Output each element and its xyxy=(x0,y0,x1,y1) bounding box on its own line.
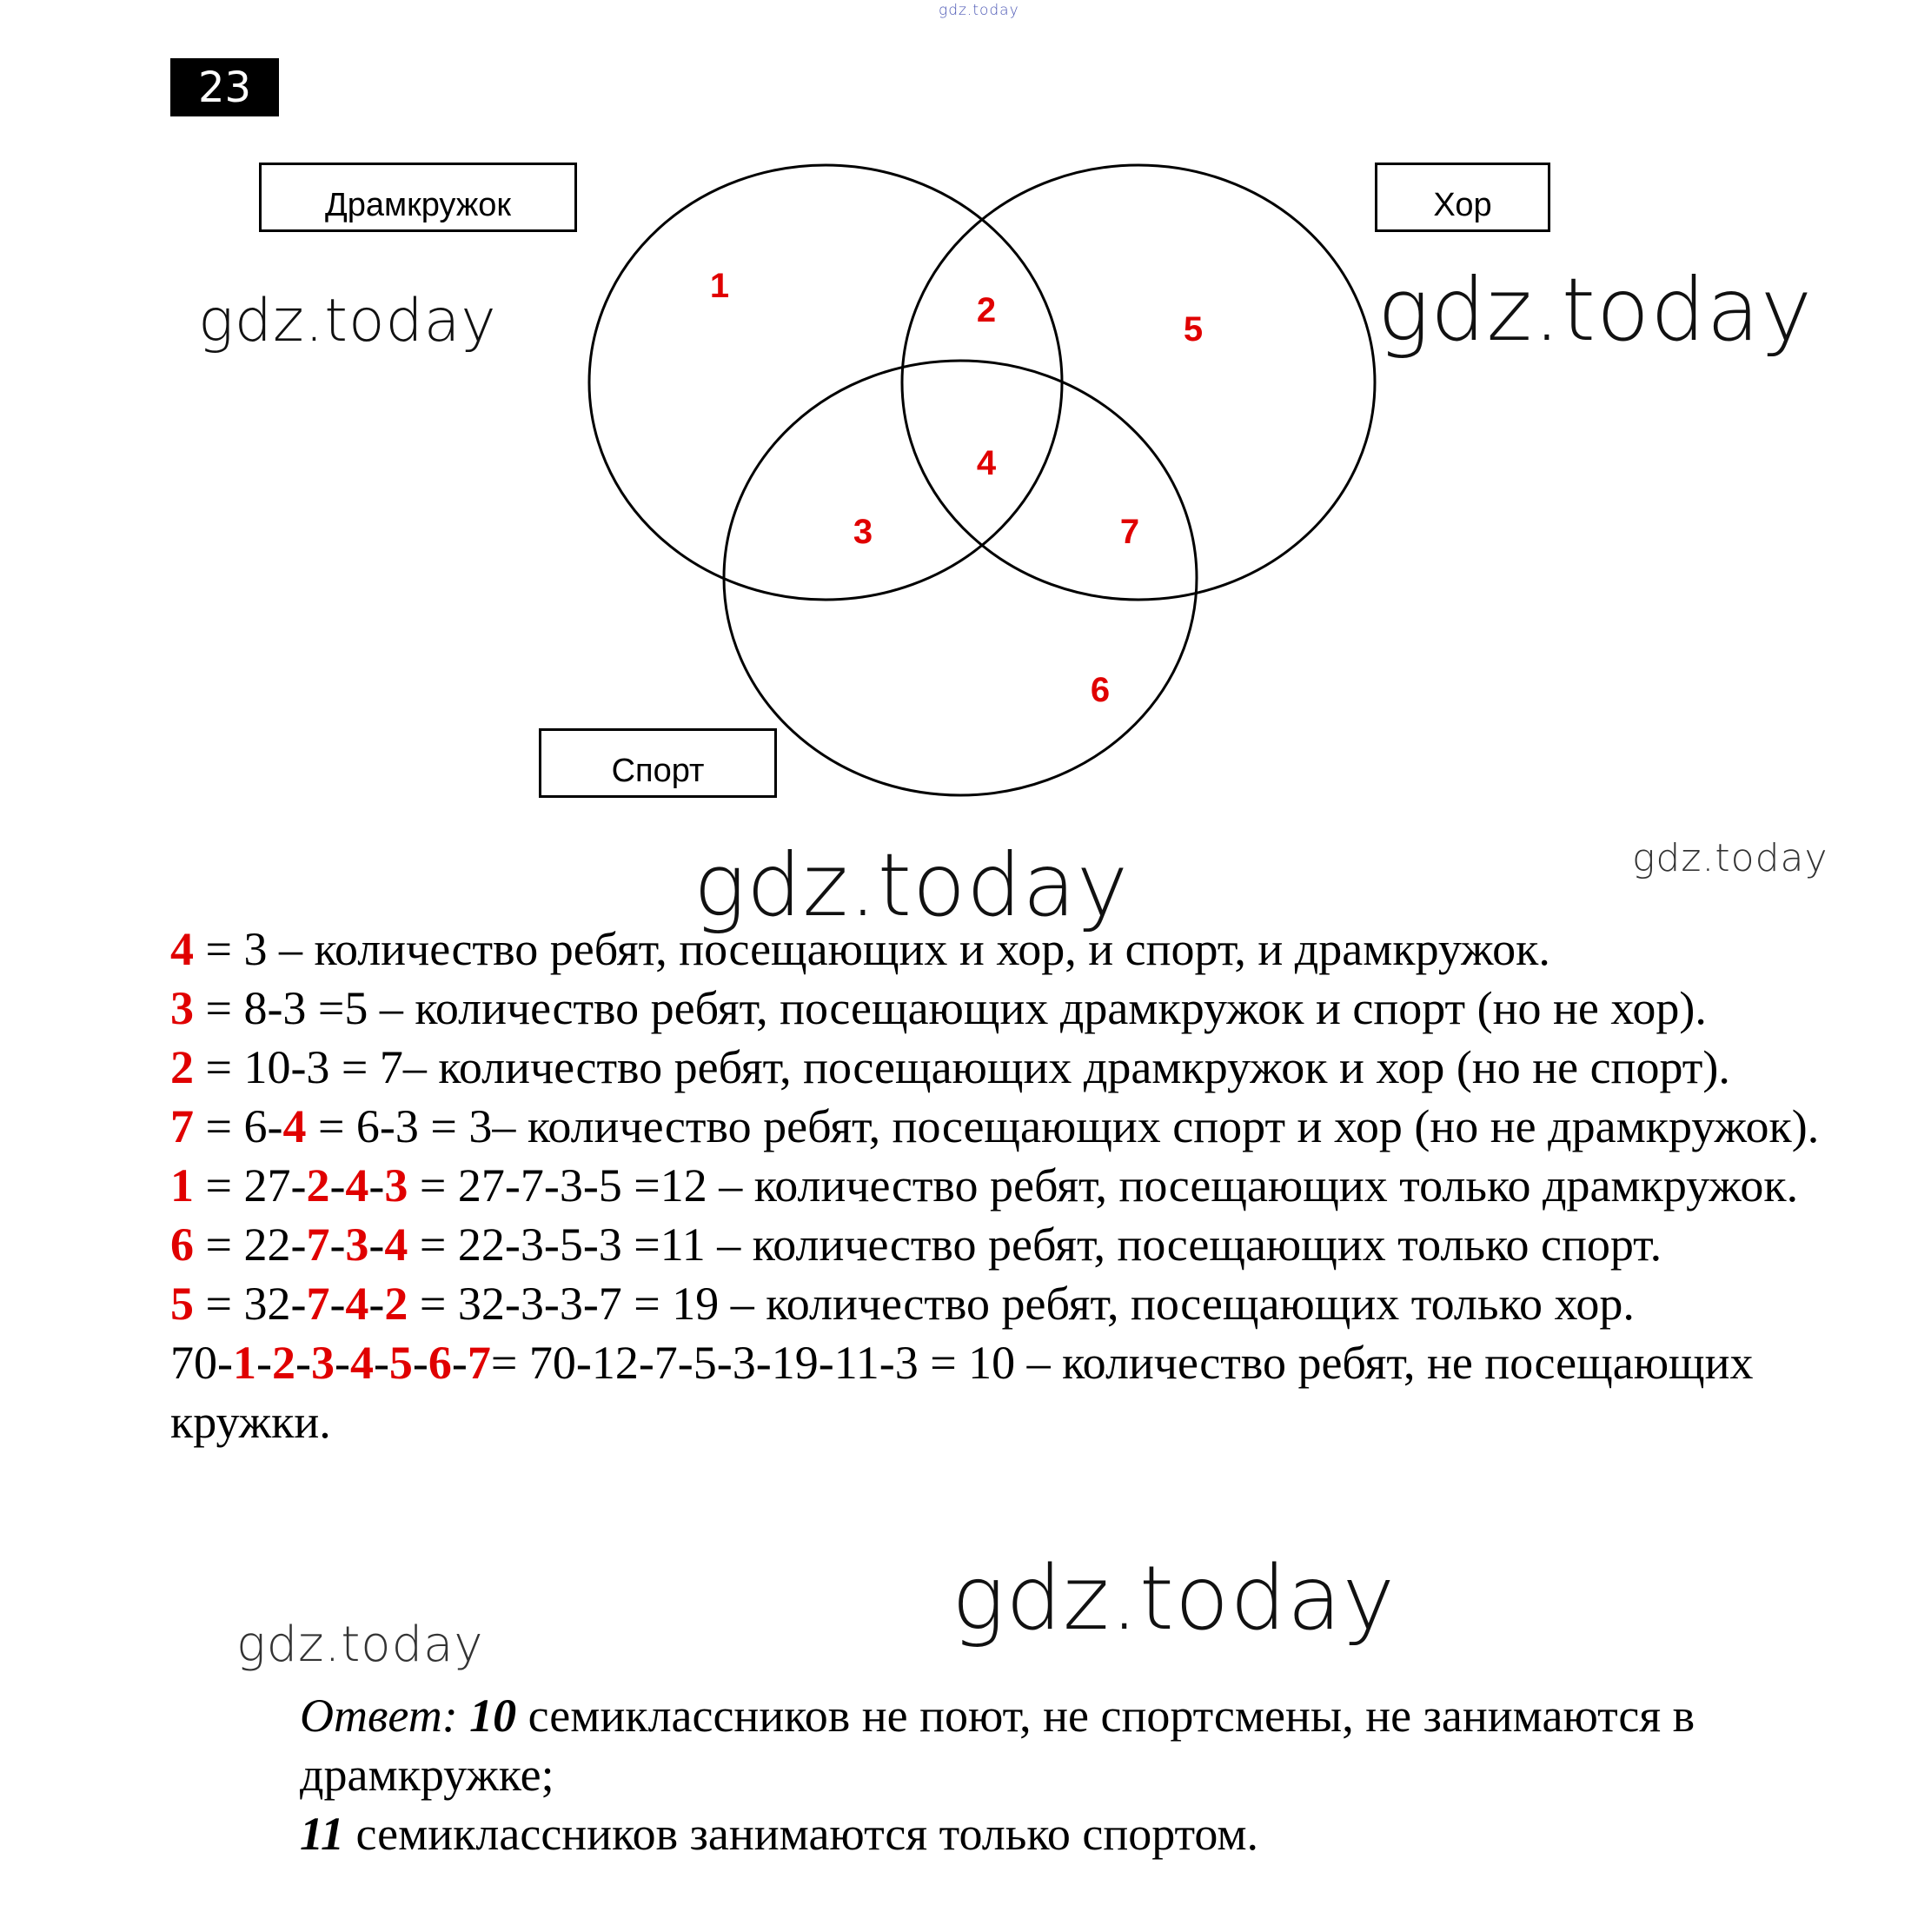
region-3: 3 xyxy=(853,513,873,551)
label-choir: Хор xyxy=(1375,163,1550,232)
watermark-bottom-left: gdz.today xyxy=(236,1617,484,1673)
answer-line-1: Ответ: 10 семиклассников не поют, не спортсмены, не занимаются в драмкружке; xyxy=(300,1690,1695,1801)
solution-line: 1 = 27-2-4-3 = 27-7-3-5 =12 – количество ребят, посещающих только драмкружок. xyxy=(170,1159,1799,1212)
solution-text xyxy=(170,920,1900,1451)
solution-line: 2 = 10-3 = 7– количество ребят, посещающих драмкружок и хор (но не спорт). xyxy=(170,1041,1730,1093)
region-2: 2 xyxy=(976,291,997,329)
solution-line: 70-1-2-3-4-5-6-7= 70-12-7-5-3-19-11-3 = 10 – количество ребят, не посещающих кружки. xyxy=(170,1337,1754,1448)
watermark-top: gdz.today xyxy=(939,2,1019,19)
watermark-center: gdz.today xyxy=(693,834,1130,936)
label-drama: Драмкружок xyxy=(259,163,577,232)
solution-line: 5 = 32-7-4-2 = 32-3-3-7 = 19 – количество ребят, посещающих только хор. xyxy=(170,1278,1635,1330)
answer-block xyxy=(300,1686,1899,1863)
circle-sport xyxy=(724,361,1197,795)
answer-label: Ответ: xyxy=(300,1690,458,1742)
venn-diagram xyxy=(0,0,1931,869)
watermark-bottom: gdz.today xyxy=(952,1547,1396,1650)
region-7: 7 xyxy=(1119,513,1140,551)
label-sport: Спорт xyxy=(539,728,777,798)
region-4: 4 xyxy=(976,444,997,482)
problem-number-badge: 23 xyxy=(170,58,279,116)
solution-line: 4 = 3 – количество ребят, посещающих и хор, и спорт, и драмкружок. xyxy=(170,923,1550,975)
solution-line: 7 = 6-4 = 6-3 = 3– количество ребят, посещающих спорт и хор (но не драмкружок). xyxy=(170,1100,1820,1152)
region-5: 5 xyxy=(1183,310,1204,349)
solution-line: 6 = 22-7-3-4 = 22-3-5-3 =11 – количество ребят, посещающих только спорт. xyxy=(170,1218,1662,1271)
watermark-left: gdz.today xyxy=(198,287,497,355)
watermark-small-right: gdz.today xyxy=(1632,836,1828,880)
region-1: 1 xyxy=(709,267,730,305)
solution-line: 3 = 8-3 =5 – количество ребят, посещающих драмкружок и спорт (но не хор). xyxy=(170,982,1707,1034)
circle-drama xyxy=(589,165,1062,600)
region-6: 6 xyxy=(1090,671,1111,709)
answer-line-2: 11 семиклассников занимаются только спортом. xyxy=(300,1808,1259,1860)
watermark-right: gdz.today xyxy=(1377,259,1814,361)
